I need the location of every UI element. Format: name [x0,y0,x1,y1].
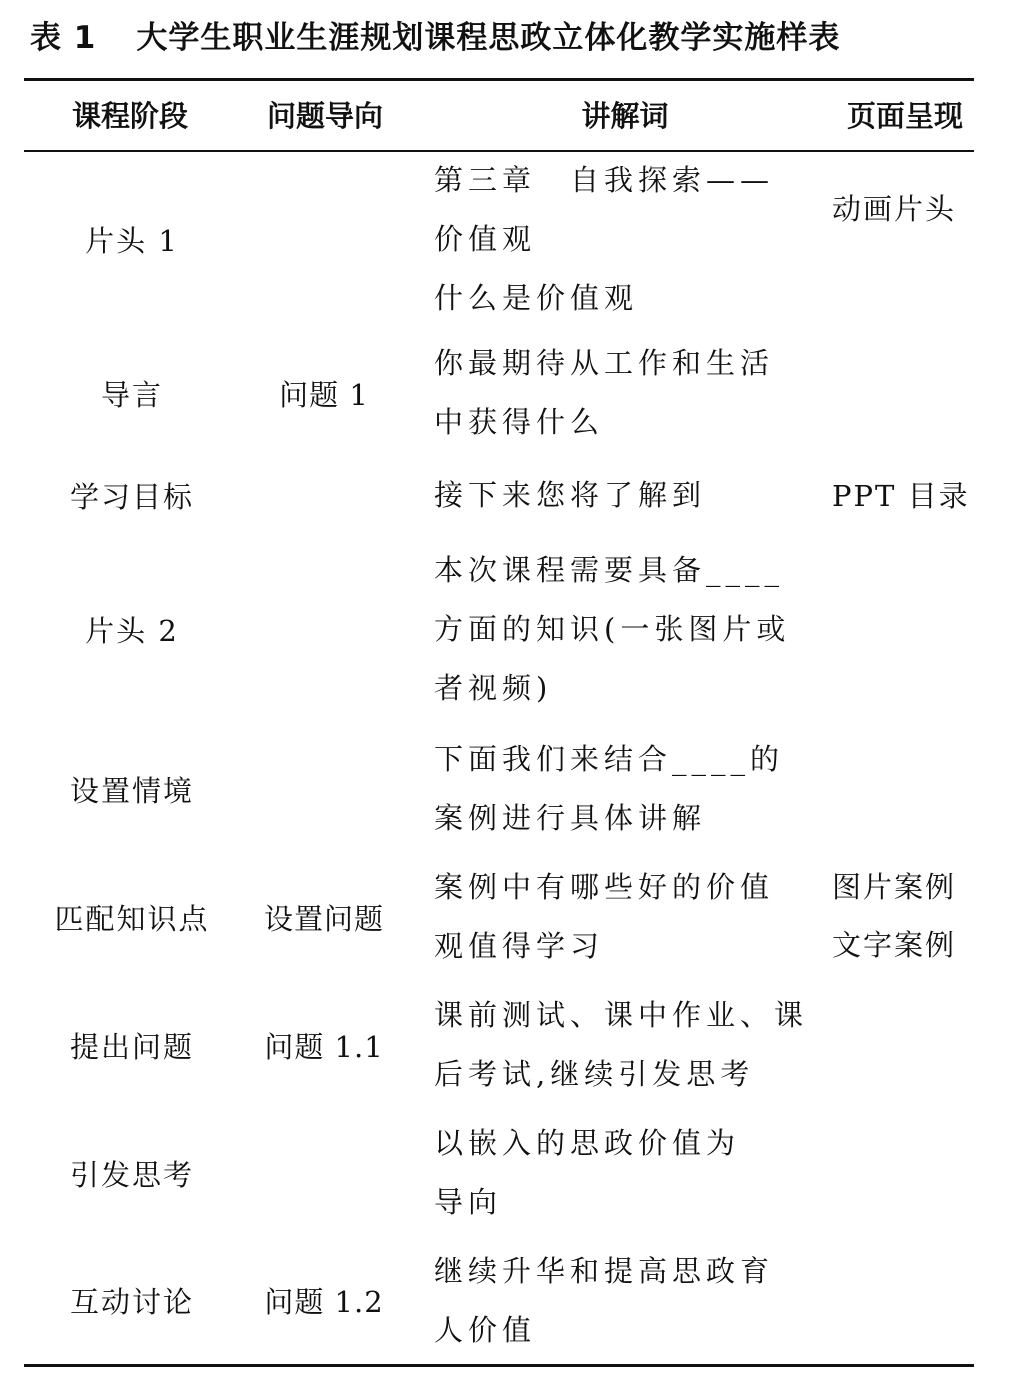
header-question-orientation: 问题导向 [266,99,383,133]
presentation-line: PPT 目录 [832,478,970,513]
header-course-stage: 课程阶段 [71,99,188,133]
cell-narration [434,533,814,725]
cell-narration [434,853,814,981]
cell-narration [434,150,814,328]
table-title [30,12,840,57]
cell-course-stage: 互动讨论 [69,1285,194,1319]
cell-course-stage: 设置情境 [69,773,194,808]
narration-line: 案例中有哪些好的价值 [434,870,775,904]
table-bottom-rule [24,1364,974,1367]
narration-line: 你最期待从工作和生活 [434,346,775,380]
cell-question-orientation: 问题 1.1 [264,1029,384,1064]
cell-page-presentation [832,458,982,533]
cell-course-stage: 片头 1 [85,223,179,258]
table-top-rule [24,78,974,81]
cell-narration [434,328,814,458]
narration-line: 以嵌入的思政价值为 [434,1126,741,1160]
narration-line: 中获得什么 [434,405,605,439]
narration-line: 案例进行具体讲解 [434,801,707,835]
cell-course-stage: 学习目标 [69,480,194,514]
cell-narration [434,458,814,533]
narration-line: 者视频) [434,670,553,705]
cell-page-presentation [832,1109,982,1237]
narration-line: 导向 [434,1185,503,1219]
cell-course-stage: 匹配知识点 [54,901,210,936]
table-row [24,1109,974,1237]
table-row [24,533,974,725]
cell-question-orientation: 设置问题 [263,901,384,936]
cell-narration [434,1109,814,1237]
narration-line: 方面的知识(一张图片或 [434,611,791,646]
cell-page-presentation [832,725,982,853]
cell-question-orientation [254,1109,394,1237]
narration-line: 课前测试、课中作业、课 [434,998,809,1032]
cell-page-presentation [832,150,982,358]
table-title-text: 大学生职业生涯规划课程思政立体化教学实施样表 [136,20,841,56]
cell-question-orientation: 问题 1.2 [264,1285,384,1319]
narration-line: 下面我们来结合____的 [434,742,785,776]
table-row [24,853,974,981]
header-narration: 讲解词 [581,99,669,133]
cell-page-presentation [832,328,982,458]
cell-question-orientation: 问题 1 [279,377,369,412]
narration-line: 人价值 [434,1312,537,1347]
narration-line: 继续升华和提高思政育 [434,1253,775,1288]
narration-line: 后考试,继续引发思考 [434,1057,755,1091]
table-row [24,725,974,853]
table-row [24,458,974,533]
cell-course-stage: 引发思考 [69,1157,194,1192]
cell-narration [434,725,814,853]
cell-question-orientation [254,725,394,853]
narration-line: 第三章 自我探索—— [434,162,775,197]
cell-narration [434,1237,814,1364]
table-row [24,1237,974,1364]
cell-page-presentation [832,533,982,725]
narration-line: 接下来您将了解到 [434,478,707,512]
cell-page-presentation [832,853,982,986]
presentation-line: 文字案例 [832,928,957,962]
narration-line: 本次课程需要具备____ [434,552,785,587]
cell-course-stage: 片头 2 [85,613,179,648]
cell-question-orientation [254,150,394,328]
narration-line: 价值观 [434,221,537,256]
narration-line: 观值得学习 [434,929,605,963]
cell-course-stage: 导言 [100,377,163,412]
cell-page-presentation [832,981,982,1109]
cell-page-presentation [832,1237,982,1364]
presentation-line: 动画片头 [832,192,957,226]
table-number: 表 1 [30,20,97,56]
cell-question-orientation [254,533,394,725]
table-row [24,328,974,458]
narration-line: 什么是价值观 [434,280,639,315]
cell-course-stage: 提出问题 [69,1029,194,1064]
cell-narration [434,981,814,1109]
header-page-presentation: 页面呈现 [846,99,963,133]
table-row [24,981,974,1109]
table-row [24,150,974,328]
presentation-line: 图片案例 [832,870,957,904]
cell-question-orientation [254,458,394,533]
